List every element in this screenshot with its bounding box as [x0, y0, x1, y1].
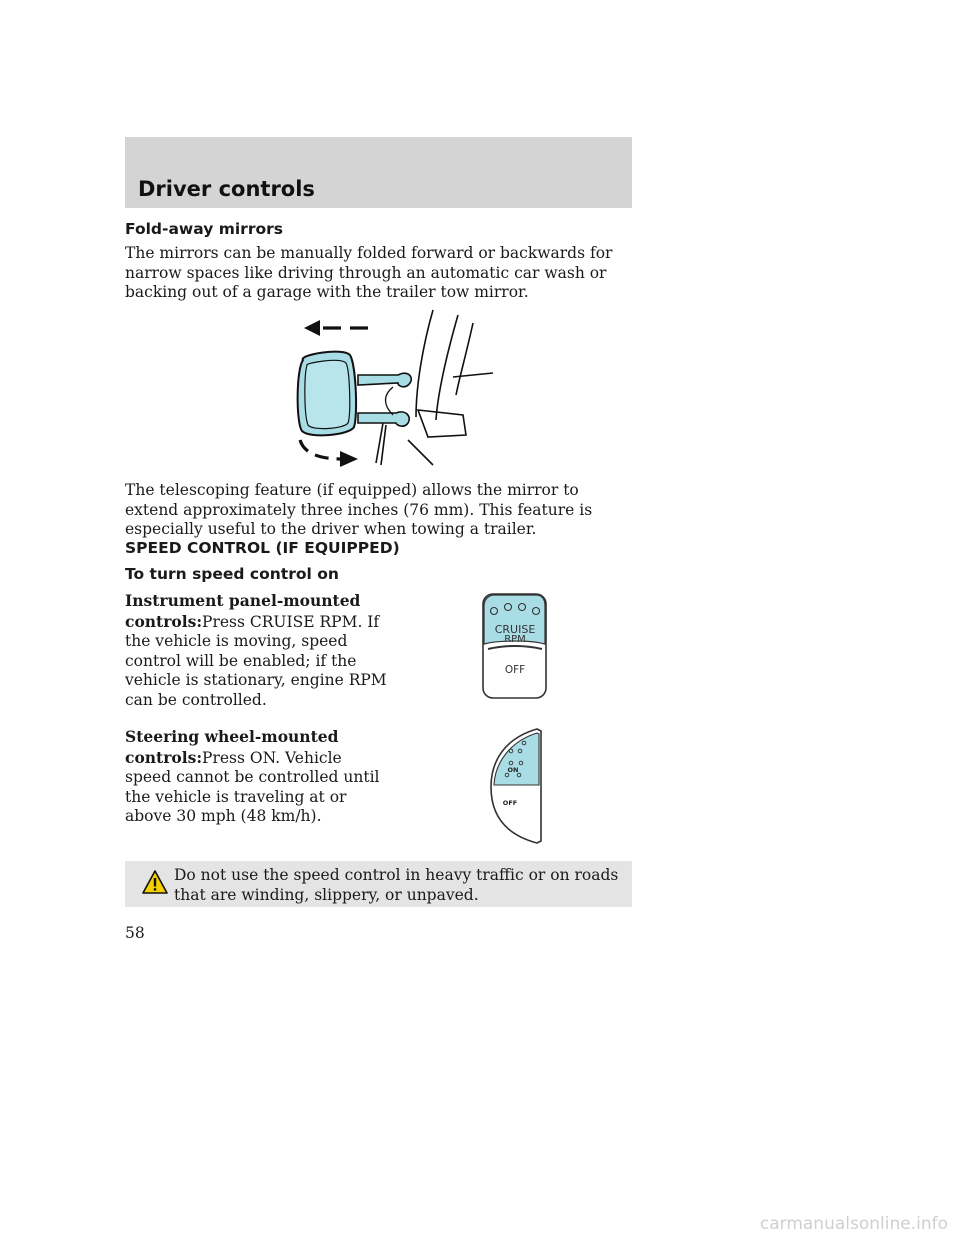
on-off-switch-illustration — [487, 727, 545, 845]
instrument-panel-paragraph — [125, 591, 387, 710]
instrument-panel-lead: Instrument panel-mounted controls: — [125, 591, 361, 631]
section-header — [125, 137, 632, 208]
off-label-steering: OFF — [502, 799, 518, 807]
warning-triangle-icon — [142, 870, 168, 894]
steering-wheel-lead: Steering wheel-mounted controls: — [125, 727, 339, 767]
turn-on-subheading: To turn speed control on — [125, 565, 339, 583]
speed-control-heading: SPEED CONTROL (IF EQUIPPED) — [125, 539, 400, 557]
section-title: Driver controls — [138, 177, 315, 201]
page-number: 58 — [125, 924, 145, 942]
watermark: carmanualsonline.info — [759, 1214, 948, 1234]
steering-wheel-text: Press ON. Vehicle speed cannot be controlled until the vehicle is traveling at or above 30 mph (48 km/h). — [125, 748, 380, 825]
telescoping-text: The telescoping feature (if equipped) allows the mirror to extend approximately three inches (76 mm). This feature is especially useful to the driver when towing a trailer. — [125, 481, 593, 538]
mirrors-heading: Fold-away mirrors — [125, 220, 283, 238]
mirrors-intro: The mirrors can be manually folded forward or backwards for narrow spaces like driving through an automatic car wash or backing out of a garage with the trailer tow mirror. — [125, 244, 613, 301]
warning-text: Do not use the speed control in heavy traffic or on roads that are winding, slippery, or unpaved. — [174, 866, 619, 904]
steering-wheel-paragraph — [125, 727, 387, 827]
off-label: OFF — [504, 664, 526, 676]
rpm-label: RPM — [504, 634, 526, 645]
fold-away-mirror-illustration — [288, 305, 498, 470]
warning-box — [125, 861, 632, 907]
instrument-panel-text: Press CRUISE RPM. If the vehicle is moving, speed control will be enabled; if the vehicle is stationary, engine RPM can be controlled. — [125, 612, 387, 709]
cruise-rpm-switch-illustration — [480, 592, 550, 702]
cruise-label: CRUISE — [494, 623, 536, 636]
on-label: ON — [507, 766, 519, 774]
